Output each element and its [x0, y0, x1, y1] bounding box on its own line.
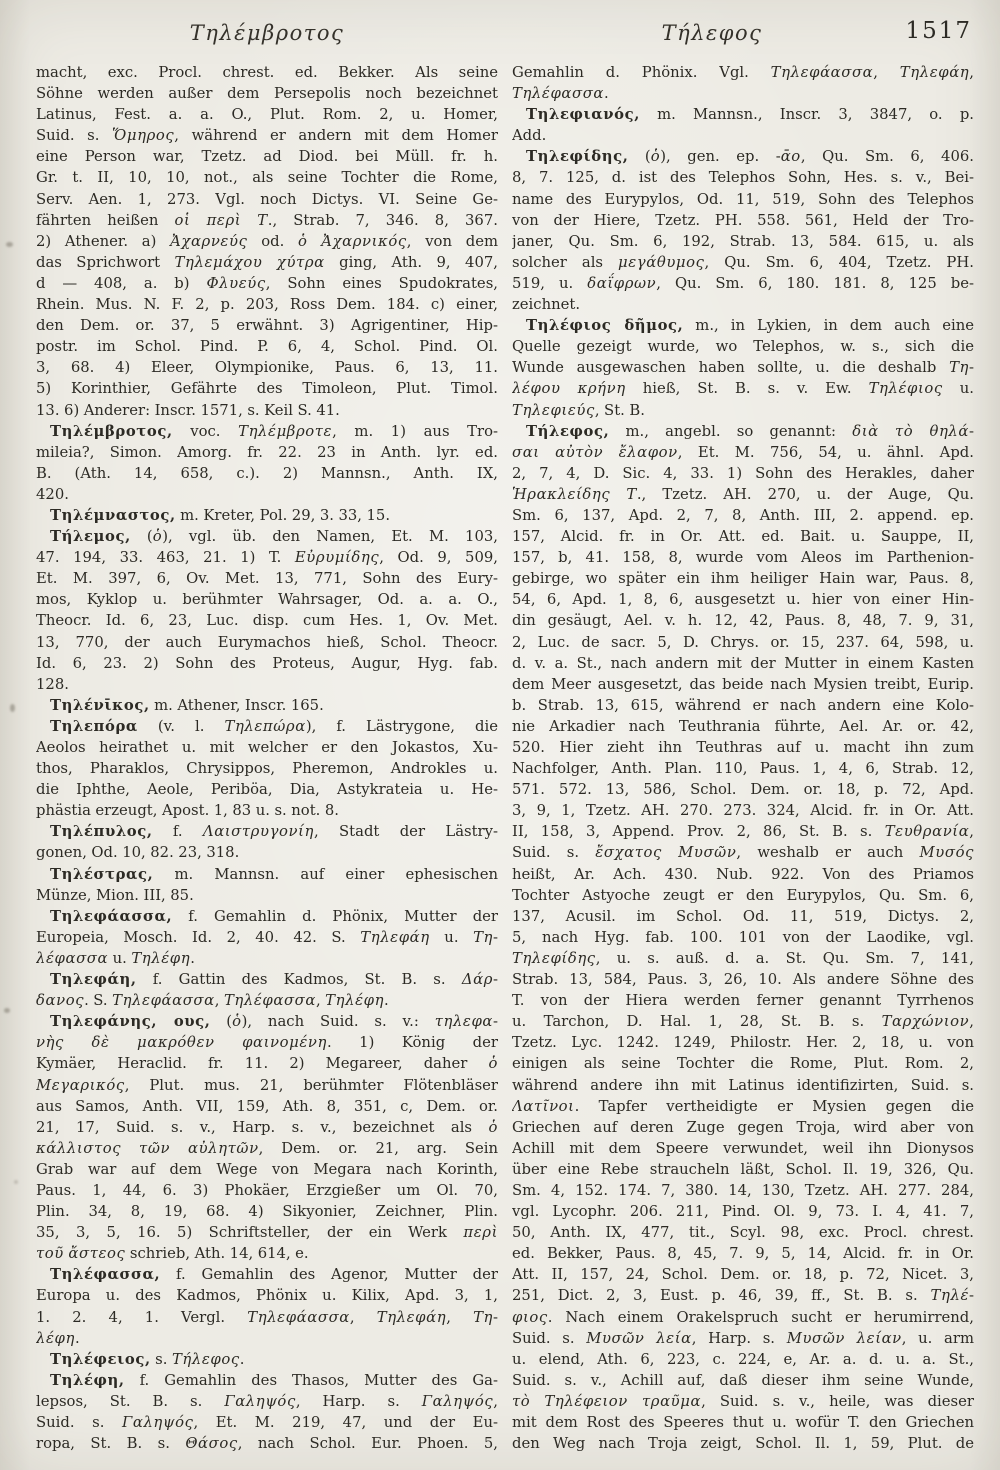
text-line: Τήλεφος, m., angebl. so genannt: διὰ τὸ θηλά- — [526, 422, 974, 440]
entry-headword: Τηλεφάασσα, — [50, 907, 173, 925]
greek-text: Τηλεφάασσα — [247, 1308, 350, 1326]
text-line: 2, 7, 4, D. Sic. 4, 33. 1) Sohn des Herakles, daher — [512, 464, 974, 482]
greek-text: Τηλεφιανός — [526, 106, 635, 124]
greek-text: Ἀχαρνεύς — [170, 232, 248, 250]
text-line: Nachfolger, Anth. Plan. 110, Paus. 1, 4, 6, Strab. 12, — [512, 760, 974, 778]
greek-text: λεία — [656, 1329, 692, 1347]
greek-text: ους — [173, 1013, 205, 1031]
text-line: κάλλιστος τῶν αὐλητῶν, Dem. or. 21, arg. Sein — [36, 1139, 498, 1157]
greek-text: διὰ — [852, 422, 879, 440]
text-line: das Sprichwort Τηλεμάχου χύτρα ging, Ath. 9, 407, — [36, 253, 498, 271]
greek-text: Ἀχαρνικός — [321, 232, 407, 250]
text-line: ed. Bekker, Paus. 8, 45, 7. 9, 5, 14, Alcid. fr. in Or. — [512, 1245, 974, 1263]
greek-text: Τήλεφος — [526, 422, 604, 440]
greek-text: Τηλεφάη — [360, 928, 430, 946]
greek-text: Τηλεφάη — [376, 1308, 447, 1326]
greek-text: ὁ — [232, 1013, 242, 1031]
text-line: b. Strab. 13, 615, während er nach andern eine Kolo- — [512, 696, 974, 714]
greek-text: σαι — [512, 443, 540, 461]
text-line: Quelle gezeigt wurde, wo Telephos, w. s., sich die — [512, 338, 974, 356]
text-line: νὴς δὲ μακρόθεν φαινομένη. 1) König der — [36, 1034, 498, 1052]
greek-text: Τηλεφάη — [50, 971, 131, 989]
greek-text: Τηλέφειον — [544, 1392, 628, 1410]
text-line: Τηλέφιος δῆμος, m., in Lykien, in dem auch eine — [526, 317, 974, 335]
greek-text: τὸ — [894, 422, 914, 440]
greek-text: Τηλέφη — [325, 992, 385, 1010]
greek-text: φιος — [512, 1308, 548, 1326]
text-line: Λατῖνοι. Tapfer vertheidigte er Mysien gegen die — [512, 1097, 974, 1115]
text-line: 2) Athener. a) Ἀχαρνεύς od. ὁ Ἀχαρνικός, von dem — [36, 232, 498, 250]
text-line: fährten heißen οἱ περὶ Τ., Strab. 7, 346. 8, 367. — [36, 211, 498, 229]
greek-text: Ὅμηρος — [112, 127, 175, 145]
text-line: 519, u. δαΐφρων, Qu. Sm. 6, 180. 181. 8, 125 be- — [512, 274, 974, 292]
greek-text: τῶν — [139, 1139, 171, 1157]
text-line: 5, nach Hyg. fab. 100. 101 von der Laodike, vgl. — [512, 928, 974, 946]
text-line: u. Tarchon, D. Hal. 1, 28, St. B. s. Ταρχώνιον, — [512, 1013, 974, 1031]
text-line: Latinus, Fest. a. a. O., Plut. Rom. 2, u. Homer, — [36, 106, 498, 124]
text-line: Rhein. Mus. N. F. 2, p. 203, Ross Dem. 184. c) einer, — [36, 296, 498, 314]
text-line: die Iphthe, Aeole, Periböa, Dia, Astykrateia u. He- — [36, 781, 498, 799]
text-line: lepsos, St. B. s. Γαληψός, Harp. s. Γαληψός, — [36, 1392, 498, 1410]
text-line: II, 158, 3, Append. Prov. 2, 86, St. B. s. Τευθρανία, — [512, 823, 974, 841]
text-line: den Dem. or. 37, 5 erwähnt. 3) Agrigentiner, Hip- — [36, 317, 498, 335]
greek-text: Τηλέφασσα — [50, 1266, 155, 1284]
text-line: 54, 6, Apd. 1, 8, 6, ausgesetzt u. hier von einer Hin- — [512, 591, 974, 609]
text-line: über eine Rebe straucheln läßt, Schol. Il. 19, 326, Qu. — [512, 1160, 974, 1178]
text-line: Gr. t. II, 10, 10, not., als seine Tochter die Rome, — [36, 169, 498, 187]
entry-headword: Τηλέμβροτος, — [50, 422, 173, 440]
entry-headword: Τήλεφος, — [526, 422, 610, 440]
text-line: Serv. Aen. 1, 273. Vgl. noch Dictys. VI. Seine Ge- — [36, 190, 498, 208]
greek-text: Μυσῶν — [786, 1329, 845, 1347]
greek-text: Μυσός — [919, 844, 974, 862]
text-line: Τηλέμναστος, m. Kreter, Pol. 29, 3. 33, 15. — [50, 506, 391, 524]
greek-text: Μυσῶν — [678, 844, 737, 862]
greek-text: θηλά — [929, 422, 969, 440]
text-line: Tzetz. Lyc. 1242. 1249, Philostr. Her. 2, 18, u. von — [512, 1034, 974, 1052]
text-line: Add. — [512, 127, 547, 145]
text-line: 1. 2. 4, 1. Vergl. Τηλεφάασσα, Τηλεφάη, Τη- — [36, 1308, 498, 1326]
text-line: thos, Pharaklos, Chrysippos, Pheremon, Androkles u. — [36, 760, 498, 778]
text-line: Τηλεφάνης, ους, (ὁ), nach Suid. s. v.: τηλεφα- — [50, 1013, 498, 1031]
greek-text: περὶ — [206, 211, 242, 229]
greek-text: λέφη — [36, 1329, 75, 1347]
greek-text: μακρόθεν — [137, 1034, 215, 1052]
greek-text: Τη — [949, 359, 969, 377]
column-left — [36, 62, 498, 1454]
text-line: d — 408, a. b) Φλυεύς, Sohn eines Spudokrates, — [36, 274, 498, 292]
greek-text: Τηλεπόρα — [50, 717, 138, 735]
text-line: 47. 194, 33. 463, 21. 1) T. Εὐρυμίδης, Od. 9, 509, — [36, 549, 498, 567]
greek-text: Τηλένῑκος — [50, 696, 144, 714]
greek-text: λείαν — [856, 1329, 902, 1347]
text-line: Aeolos heirathet u. mit welcher er den Jokastos, Xu- — [36, 739, 498, 756]
text-line: 137, Acusil. im Schol. Od. 11, 519, Dictys. 2, — [512, 907, 974, 925]
greek-text: Λατῖνοι — [512, 1097, 575, 1115]
greek-text: κάλλιστος — [36, 1139, 122, 1157]
text-line: Et. M. 397, 6, Ov. Met. 13, 771, Sohn des Eury- — [36, 570, 498, 588]
greek-text: Τηλέστρας — [50, 865, 148, 883]
greek-text: Τηλέπυλος — [50, 823, 147, 841]
text-line: B. (Ath. 14, 658, c.). 2) Mannsn., Anth. IX, — [36, 464, 498, 482]
running-head-left-keyword: Τηλέμβροτος — [189, 21, 345, 45]
entry-headword: Τηλεφίδης, — [526, 148, 629, 166]
text-line: nie Arkadier nach Teuthrania führte, Ael. Ar. or. 42, — [512, 717, 974, 735]
text-line: Sm. 6, 137, Apd. 2, 7, 8, Anth. III, 2. append. ep. — [512, 506, 974, 524]
greek-text: δῆμος — [624, 317, 678, 335]
text-line: 13. 6) Anderer: Inscr. 1571, s. Keil S. 41. — [36, 401, 340, 419]
entry-headword: Τηλέφη, — [50, 1371, 125, 1389]
greek-text: Τηλεφιεύς — [512, 401, 595, 419]
text-line: 520. Hier zieht ihn Teuthras auf u. macht ihn zum — [512, 739, 974, 756]
scan-speck — [4, 1008, 10, 1013]
greek-text: ὁ — [298, 232, 308, 250]
text-line: 35, 3, 5, 16. 5) Schriftsteller, der ein Werk περὶ — [36, 1224, 498, 1242]
greek-text: ἄστεος — [68, 1245, 126, 1263]
text-line: λέφου κρήνη hieß, St. B. s. v. Ew. Τηλέφιος u. — [512, 380, 974, 398]
text-columns — [36, 62, 974, 1454]
entry-headword — [50, 718, 138, 735]
text-line: σαι αὐτὸν ἔλαφον, Et. M. 756, 54, u. ähnl. Apd. — [512, 443, 974, 461]
text-line: Τηλεπόρα (v. l. Τηλεπώρα), f. Lästrygone, die — [50, 717, 498, 735]
text-line: 13, 770, der auch Eurymachos hieß, Schol. Theocr. — [36, 633, 498, 651]
entry-headword: Τηλεφιανός, — [526, 106, 640, 124]
text-line: Griechen auf deren Zuge gegen Troja, wird aber von — [512, 1118, 974, 1136]
text-line: 21, 17, Suid. s. v., Harp. s. v., bezeichnet als ὁ — [36, 1118, 498, 1136]
greek-text: ᾱο — [780, 148, 801, 166]
text-line: gonen, Od. 10, 82. 23, 318. — [36, 844, 240, 862]
text-line: Μεγαρικός, Plut. mus. 21, berühmter Flötenbläser — [36, 1076, 498, 1094]
greek-text: Ἡρακλείδης — [512, 485, 611, 503]
greek-text: Μυσῶν — [586, 1329, 645, 1347]
text-line: Söhne werden außer dem Persepolis noch bezeichnet — [36, 85, 498, 103]
greek-text: Τήλεμος — [50, 528, 126, 546]
greek-text: Τηλέμναστος — [50, 506, 170, 524]
text-line: Τηλεφάη, f. Gattin des Kadmos, St. B. s. Δάρ- — [50, 971, 498, 989]
text-line: 50, Anth. IX, 477, tit., Scyl. 98, exc. Procl. chrest. — [512, 1224, 974, 1242]
text-line: den Weg nach Troja zeigt, Schol. Il. 1, 59, Plut. de — [512, 1435, 974, 1453]
greek-text: περὶ — [463, 1224, 498, 1242]
text-line: Kymäer, Heraclid. fr. 11. 2) Megareer, daher ὁ — [36, 1055, 498, 1073]
greek-text: Τηλέ — [930, 1287, 969, 1305]
text-line: aus Samos, Anth. VII, 159, Ath. 8, 351, c, Dem. or. — [36, 1097, 498, 1115]
text-line: δανος. S. Τηλεφάασσα, Τηλέφασσα, Τηλέφη. — [36, 992, 389, 1010]
text-line: Τηλεφιεύς, St. B. — [512, 401, 645, 419]
text-line: 251, Dict. 2, 3, Eust. p. 46, 39, ff., St. B. s. Τηλέ- — [512, 1287, 974, 1305]
text-line: 8, 7. 125, d. ist des Telephos Sohn, Hes. s. v., Bei- — [512, 169, 974, 187]
text-line: Plin. 34, 8, 19, 68. 4) Sikyonier, Zeichner, Plin. — [36, 1203, 498, 1221]
text-line: 157, Alcid. fr. in Or. Att. ed. Bait. u. Sauppe, II, — [512, 528, 974, 546]
greek-text: Τηλεμάχου — [174, 253, 263, 271]
text-line: ropa, St. B. s. Θάσος, nach Schol. Eur. Phoen. 5, — [36, 1435, 498, 1453]
text-line: 3, 68. 4) Eleer, Olympionike, Paus. 6, 13, 11. — [36, 359, 498, 377]
text-line: Europeia, Mosch. Id. 2, 40. 42. S. Τηλεφάη u. Τη- — [36, 928, 498, 946]
greek-text: Τευθρανία — [884, 823, 970, 841]
text-line: Τηλέφασσα, f. Gemahlin des Agenor, Mutter der — [50, 1266, 498, 1284]
entry-headword: Τηλεφάνης, ους, — [50, 1013, 211, 1031]
text-line: din gesäugt, Ael. v. h. 12, 42, Paus. 8, 48, 7. 9, 31, — [512, 612, 974, 630]
page-number: 1517 — [905, 18, 972, 44]
text-line: Suid. s. ἔσχατος Μυσῶν, weshalb er auch Μυσός — [512, 844, 974, 862]
text-line: Grab war auf dem Wege von Megara nach Korinth, — [36, 1160, 498, 1178]
text-line: Wunde ausgewaschen haben sollte, u. die deshalb Τη- — [512, 359, 974, 377]
greek-text: ἔσχατος — [595, 844, 662, 862]
text-line: postr. im Schol. Pind. P. 6, 4, Schol. Pind. Ol. — [36, 338, 498, 356]
greek-text: δαΐφρων — [587, 274, 657, 292]
entry-headword: Τηλέφειος, — [50, 1350, 151, 1368]
greek-text: Εὐρυμίδης — [294, 549, 380, 567]
greek-text: λέφου — [512, 380, 561, 398]
text-line: Europa u. des Kadmos, Phönix u. Kilix, Apd. 3, 1, — [36, 1287, 498, 1305]
text-line: dem Meer ausgesetzt, das beide nach Mysien treibt, Eurip. — [512, 675, 974, 693]
text-line: name des Eurypylos, Od. 11, 519, Sohn des Telephos — [512, 190, 974, 208]
entry-headword: Τηλέφασσα, — [50, 1266, 161, 1284]
text-line: mileia?, Simon. Amorg. fr. 22. 23 in Anth. lyr. ed. — [36, 443, 498, 461]
scan-speck — [10, 704, 15, 712]
greek-text: Τηλεφίδης — [526, 148, 623, 166]
text-line: 571. 572. 13, 586, Schol. Dem. or. 18, p. 72, Apd. — [512, 781, 974, 799]
greek-text: ὁ — [488, 1118, 498, 1136]
text-line: janer, Qu. Sm. 6, 192, Strab. 13, 584. 615, u. als — [512, 232, 974, 250]
greek-text: ὁ — [650, 148, 661, 166]
greek-text: Τηλέφασσα — [512, 85, 604, 103]
greek-text: Γαληψός — [421, 1392, 494, 1410]
text-line: Strab. 13, 584, Paus. 3, 26, 10. Als andere Söhne des — [512, 971, 974, 989]
greek-text: Τηλέφασσα — [223, 992, 316, 1010]
entry-headword: Τηλέμναστος, — [50, 506, 176, 524]
greek-text: Τηλέμβροτε — [238, 422, 333, 440]
greek-text: Τηλεφάη — [899, 64, 970, 81]
greek-text: ὁ — [152, 528, 163, 546]
greek-text: Τηλέφιος — [526, 317, 612, 335]
greek-text: μεγάθυμος — [618, 253, 705, 271]
text-line: τοῦ ἄστεος schrieb, Ath. 14, 614, e. — [36, 1245, 309, 1263]
text-line: Achill mit dem Speere verwundet, weil ihn Dionysos — [512, 1139, 974, 1157]
text-line: 3, 9, 1, Tzetz. AH. 270. 273. 324, Alcid. fr. in Or. Att. — [512, 802, 974, 820]
greek-text: Φλυεύς — [206, 274, 266, 292]
greek-text: ἔλαφον — [618, 443, 678, 461]
text-line: 5) Korinthier, Gefährte des Timoleon, Plut. Timol. — [36, 380, 498, 398]
text-line: 128. — [36, 675, 69, 693]
text-line: mit dem Rost des Speeres thut u. wofür T. den Griechen — [512, 1414, 974, 1431]
greek-text: Τηλέμβροτος — [50, 422, 167, 440]
text-line: Suid. s. Ὅμηρος, während er andern mit dem Homer — [36, 127, 498, 145]
greek-text: Τηλεπώρα — [224, 717, 306, 735]
text-line: Paus. 1, 44, 6. 3) Phokäer, Erzgießer um Ol. 70, — [36, 1181, 498, 1199]
greek-text: Τηλεφάνης — [50, 1013, 152, 1031]
text-line: von der Hiere, Tzetz. PH. 558. 561, Held der Tro- — [512, 211, 974, 229]
text-line: Gemahlin d. Phönix. Vgl. Τηλεφάασσα, Τηλεφάη, — [512, 64, 974, 81]
text-line: Τηλέφειος, s. Τήλεφος. — [50, 1350, 245, 1368]
greek-text: Τηλεφίδης — [512, 949, 596, 967]
greek-text: αὐλητῶν — [187, 1139, 259, 1157]
text-line: Ἡρακλείδης Τ., Tzetz. AH. 270, u. der Auge, Qu. — [512, 485, 974, 503]
greek-text: Τηλέφιος — [868, 380, 943, 398]
text-line: 420. — [36, 485, 69, 503]
greek-text: τηλεφα — [434, 1013, 494, 1031]
text-line: während andere ihn mit Latinus identifizirten, Suid. s. — [512, 1076, 974, 1094]
text-line: φιος. Nach einem Orakelspruch sucht er herumirrend, — [512, 1308, 974, 1326]
text-line: mos, Kyklop u. berühmter Wahrsager, Od. a. a. O., — [36, 591, 498, 609]
greek-text: ὁ — [488, 1055, 498, 1073]
text-line: Suid. s. v., Achill auf, daß dieser ihm seine Wunde, — [512, 1371, 974, 1389]
text-line: d. v. a. St., nach andern mit der Mutter in einem Kasten — [512, 654, 974, 672]
greek-text: τοῦ — [36, 1245, 64, 1263]
greek-text: Ταρχώνιον — [881, 1013, 970, 1031]
text-line: Att. II, 157, 24, Schol. Dem. or. 18, p. 72, Nicet. 3, — [512, 1266, 974, 1284]
text-line: Tochter Astyoche zeugt er den Eurypylos, Qu. Sm. 6, — [512, 886, 974, 904]
text-line: heißt, Ar. Ach. 430. Nub. 922. Von des Priamos — [512, 865, 974, 883]
greek-text: φαινομένη — [242, 1034, 327, 1052]
text-line: Τηλέστρας, m. Mannsn. auf einer ephesischen — [50, 865, 498, 883]
text-line: macht, exc. Procl. chrest. ed. Bekker. Als seine — [36, 64, 498, 81]
entry-headword: Τηλέφιος δῆμος, — [526, 317, 684, 335]
text-line: Theocr. Id. 6, 23, Luc. disp. cum Hes. 1, Ov. Met. — [36, 612, 498, 630]
greek-text: Τ — [626, 485, 637, 503]
text-line: solcher als μεγάθυμος, Qu. Sm. 6, 404, Tzetz. PH. — [512, 253, 974, 271]
greek-text: Τηλεφάασσα — [50, 907, 167, 925]
greek-text: λέφασσα — [36, 949, 109, 967]
greek-text: δὲ — [91, 1034, 110, 1052]
text-line: Τηλεφάασσα, f. Gemahlin d. Phönix, Mutter der — [50, 907, 498, 925]
greek-text: Μεγαρικός — [36, 1076, 125, 1094]
greek-text: νὴς — [36, 1034, 64, 1052]
text-line: Τηλένῑκος, m. Athener, Inscr. 165. — [50, 696, 324, 714]
greek-text: Λαιστρυγονίη — [202, 823, 314, 841]
greek-text: οἱ — [174, 211, 191, 229]
greek-text: Τηλέφη — [131, 949, 191, 967]
text-line: eine Person war, Tzetz. ad Diod. bei Müll. fr. h. — [36, 148, 498, 166]
greek-text: Τηλεφάασσα — [112, 992, 215, 1010]
entry-headword: Τηλεφάη, — [50, 971, 137, 989]
text-line: Suid. s. Γαληψός, Et. M. 219, 47, und der Eu- — [36, 1414, 498, 1431]
greek-text: Τηλέφη — [50, 1371, 119, 1389]
entry-headword: Τήλεμος, — [50, 528, 131, 546]
text-line: Τηλεφιανός, m. Mannsn., Inscr. 3, 3847, o. p. — [526, 106, 974, 124]
text-line: 157, b, 41. 158, 8, wurde vom Aleos im Parthenion- — [512, 549, 974, 567]
greek-text: Γαληψός — [224, 1392, 296, 1410]
text-line: Münze, Mion. III, 85. — [36, 886, 194, 904]
text-line: λέφασσα u. Τηλέφη. — [36, 949, 195, 967]
scan-speck — [14, 1180, 18, 1184]
text-line: Suid. s. Μυσῶν λεία, Harp. s. Μυσῶν λείαν, u. arm — [512, 1329, 974, 1347]
text-line: T. von der Hiera werden ferner genannt Tyrrhenos — [512, 992, 974, 1010]
greek-text: Τη — [473, 928, 493, 946]
greek-text: Θάσος — [185, 1435, 238, 1453]
text-line: u. elend, Ath. 6, 223, c. 224, e, Ar. a. d. u. a. St., — [512, 1350, 974, 1368]
greek-text: Τηλέφειος — [50, 1350, 145, 1368]
text-line: Τηλέφη, f. Gemahlin des Thasos, Mutter des Ga- — [50, 1371, 498, 1389]
greek-text: χύτρα — [276, 253, 325, 271]
text-line: Τηλέμβροτος, voc. Τηλέμβροτε, m. 1) aus Tro- — [50, 422, 498, 440]
text-line: Id. 6, 23. 2) Sohn des Proteus, Augur, Hyg. fab. — [36, 654, 498, 672]
column-right — [512, 62, 974, 1454]
text-line: τὸ Τηλέφειον τραῦμα, Suid. s. v., heile, was dieser — [512, 1392, 974, 1410]
scan-speck — [6, 242, 13, 247]
greek-text: Τήλεφος — [171, 1350, 240, 1368]
text-line: Τηλέπυλος, f. Λαιστρυγονίη, Stadt der Lästry- — [50, 823, 498, 841]
text-line: einigen als seine Tochter die Rome, Plut. Rom. 2, — [512, 1055, 974, 1073]
greek-text: Δάρ — [461, 971, 493, 989]
text-line: Sm. 4, 152. 174. 7, 380. 14, 130, Tzetz. AH. 277. 284, — [512, 1181, 974, 1199]
text-line: phästia erzeugt, Apost. 1, 83 u. s. not. 8. — [36, 802, 339, 820]
text-line: gebirge, wo später ein ihm heiliger Hain war, Paus. 8, — [512, 570, 974, 588]
entry-headword: Τηλένῑκος, — [50, 696, 150, 714]
greek-text: κρήνη — [577, 380, 626, 398]
text-line: Τηλέφασσα. — [512, 85, 609, 103]
greek-text: Τ — [257, 211, 268, 229]
running-head — [36, 12, 974, 62]
greek-text: αὐτὸν — [555, 443, 604, 461]
text-line: Τηλεφίδης, (ὁ), gen. ep. -ᾱο, Qu. Sm. 6, 406. — [526, 148, 974, 166]
running-head-right-keyword: Τήλεφος — [661, 21, 763, 45]
greek-text: δανος — [36, 992, 85, 1010]
text-line: vgl. Lycophr. 206. 211, Pind. Ol. 9, 73. I. 4, 41. 7, — [512, 1203, 974, 1221]
text-line: zeichnet. — [512, 296, 581, 314]
text-line: 2, Luc. de sacr. 5, D. Chrys. or. 15, 237. 64, 598, u. — [512, 633, 974, 651]
entry-headword: Τηλέστρας, — [50, 865, 154, 883]
greek-text: τὸ — [512, 1392, 531, 1410]
entry-headword: Τηλέπυλος, — [50, 823, 153, 841]
greek-text: Τη — [473, 1308, 493, 1326]
text-line: Τηλεφίδης, u. s. auß. d. a. St. Qu. Sm. 7, 141, — [512, 949, 974, 967]
text-line: λέφη. — [36, 1329, 80, 1347]
greek-text: Γαληψός — [121, 1414, 194, 1431]
greek-text: τραῦμα — [641, 1392, 702, 1410]
greek-text: Τηλεφάασσα — [770, 64, 874, 81]
text-line: Τήλεμος, (ὁ), vgl. üb. den Namen, Et. M. 103, — [50, 528, 498, 546]
